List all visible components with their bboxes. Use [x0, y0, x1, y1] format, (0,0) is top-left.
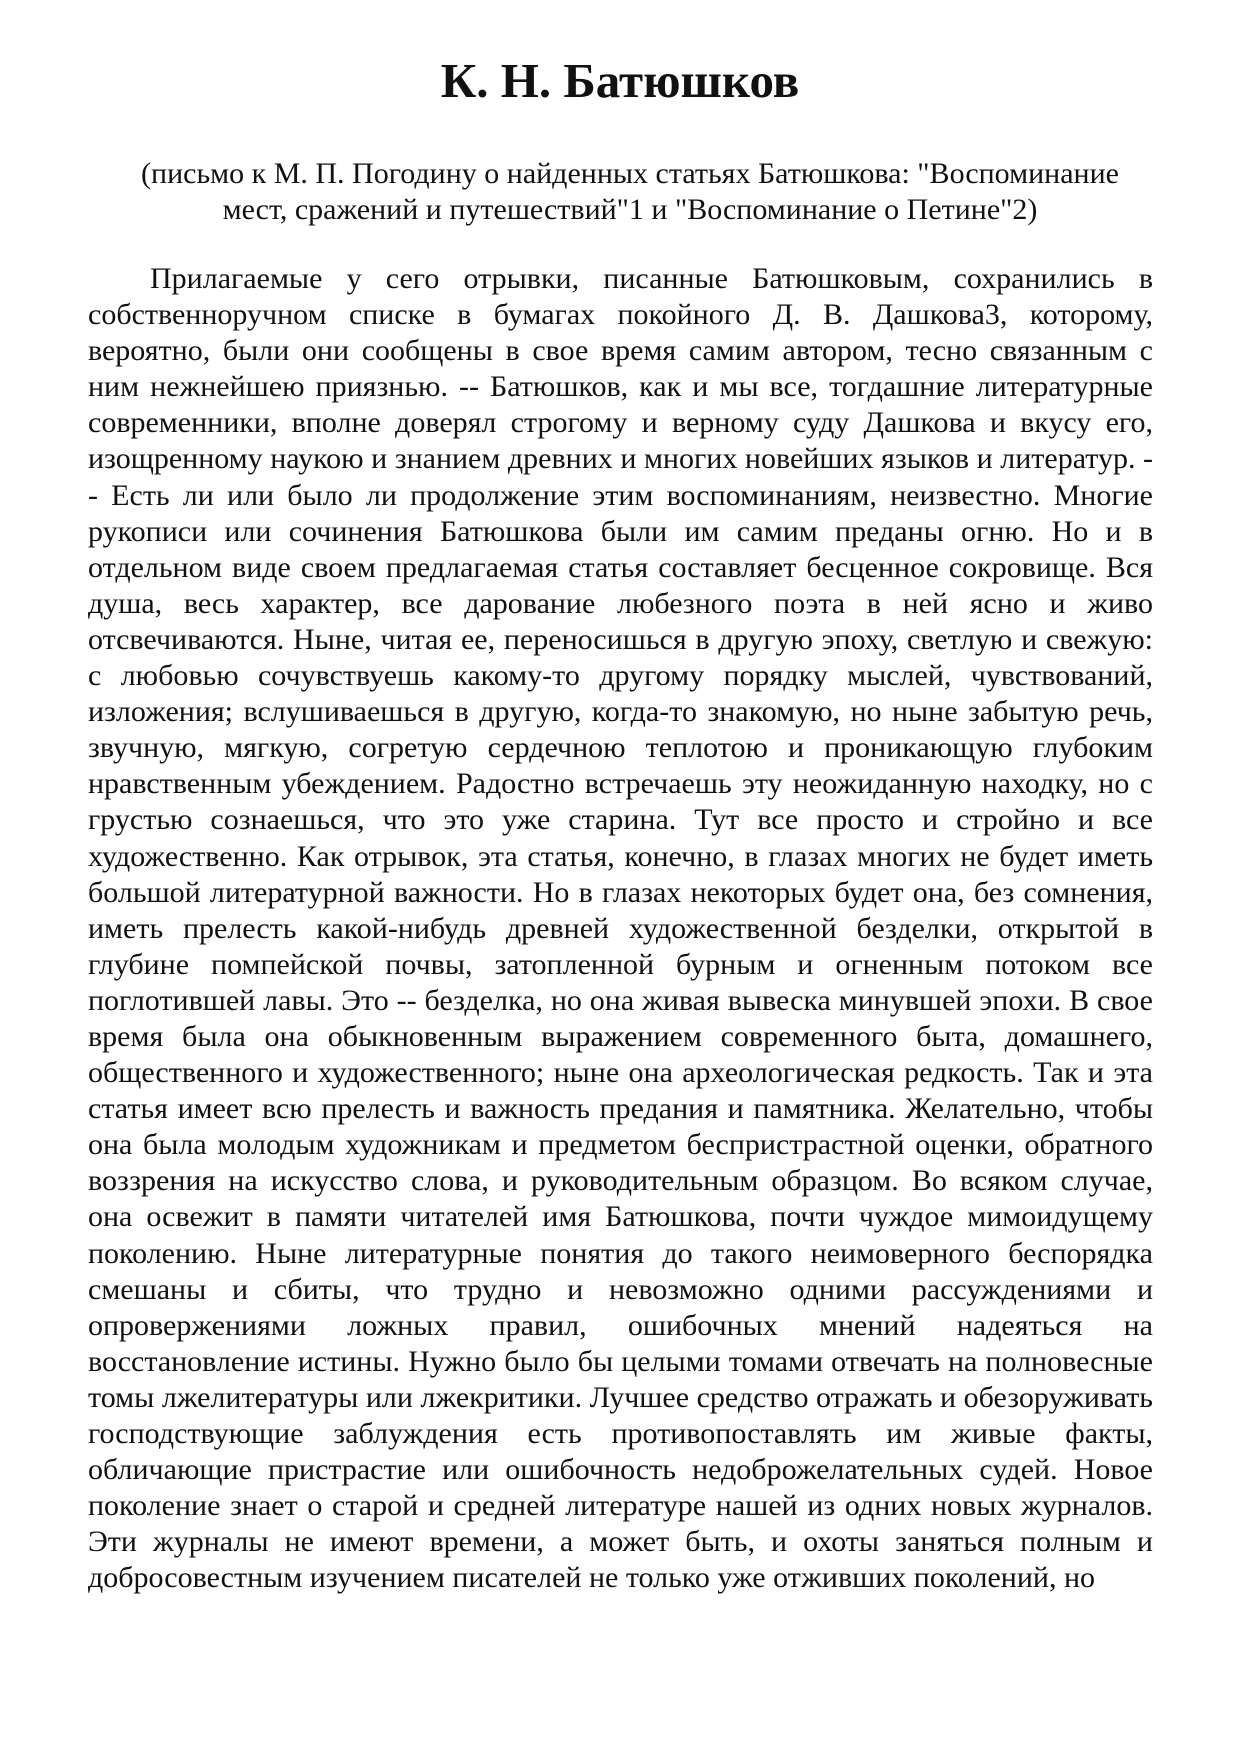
document-title: К. Н. Батюшков [440, 53, 800, 108]
body-paragraph: Прилагаемые у сего отрывки, писанные Батюшковым, сохранились в собственноручном списке в бумагах покойного Д. В. Дашкова3, которому, вероятно, были они сообщены в свое время самим автором, тесно связанным с ним нежнейшею приязнью. -- Батюшков, как и мы все, тогдашние литературные современники, вполне доверял строгому и верному суду Дашкова и вкусу его, изощренному наукою и знанием древних и многих новейших языков и литератур. -- Есть ли или было ли продолжение этим воспоминаниям, неизвестно. Многие рукописи или сочинения Батюшкова были им самим преданы огню. Но и в отдельном виде своем предлагаемая статья составляет бесценное сокровище. Вся душа, весь характер, все дарование любезного поэта в ней ясно и живо отсвечиваются. Ныне, читая ее, переносишься в другую эпоху, светлую и свежую: с любовью сочувствуешь какому-то другому порядку мыслей, чувствований, изложения; вслушиваешься в другую, когда-то знакомую, но ныне забытую речь, звучную, мягкую, согретую сердечною теплотою и проникающую глубоким нравственным убеждением. Радостно встречаешь эту неожиданную находку, но с грустью сознаешься, что это уже старина. Тут все просто и стройно и все художественно. Как отрывок, эта статья, конечно, в глазах многих не будет иметь большой литературной важности. Но в глазах некоторых будет она, без сомнения, иметь прелесть какой-нибудь древней художественной безделки, открытой в глубине помпейской почвы, затопленной бурным и огненным потоком все поглотившей лавы. Это -- безделка, но она живая вывеска минувшей эпохи. В свое время была она обыкновенным выражением современного быта, домашнего, общественного и художественного; ныне она археологическая редкость. Так и эта статья имеет всю прелесть и важность предания и памятника. Желательно, чтобы она была молодым художникам и предметом беспристрастной оценки, обратного воззрения на искусство слова, и руководительным образцом. Во всяком случае, она освежит в памяти читателей имя Батюшкова, почти чуждое мимоидущему поколению. Ныне литературные понятия до такого неимоверного беспорядка смешаны и сбиты, что трудно и невозможно одними рассуждениями и опровержениями ложных правил, ошибочных мнений надеяться на восстановление истины. Нужно было бы целыми томами отвечать на полновесные томы лжелитературы или лжекритики. Лучшее средство отражать и обезоруживать господствующие заблуждения есть противопоставлять им живые факты, обличающие пристрастие или ошибочность недоброжелательных судей. Новое поколение знает о старой и средней литературе нашей из одних новых журналов. Эти журналы не имеют времени, а может быть, и охоты заняться полным и добросовестным изучением писателей не только уже отживших поколений, но [88, 262, 1153, 1595]
document-subtitle: (письмо к М. П. Погодину о найденных статьях Батюшкова: "Воспоминание мест, сражений и путешествий"1 и "Воспоминание о Петине"2) [141, 157, 1119, 226]
